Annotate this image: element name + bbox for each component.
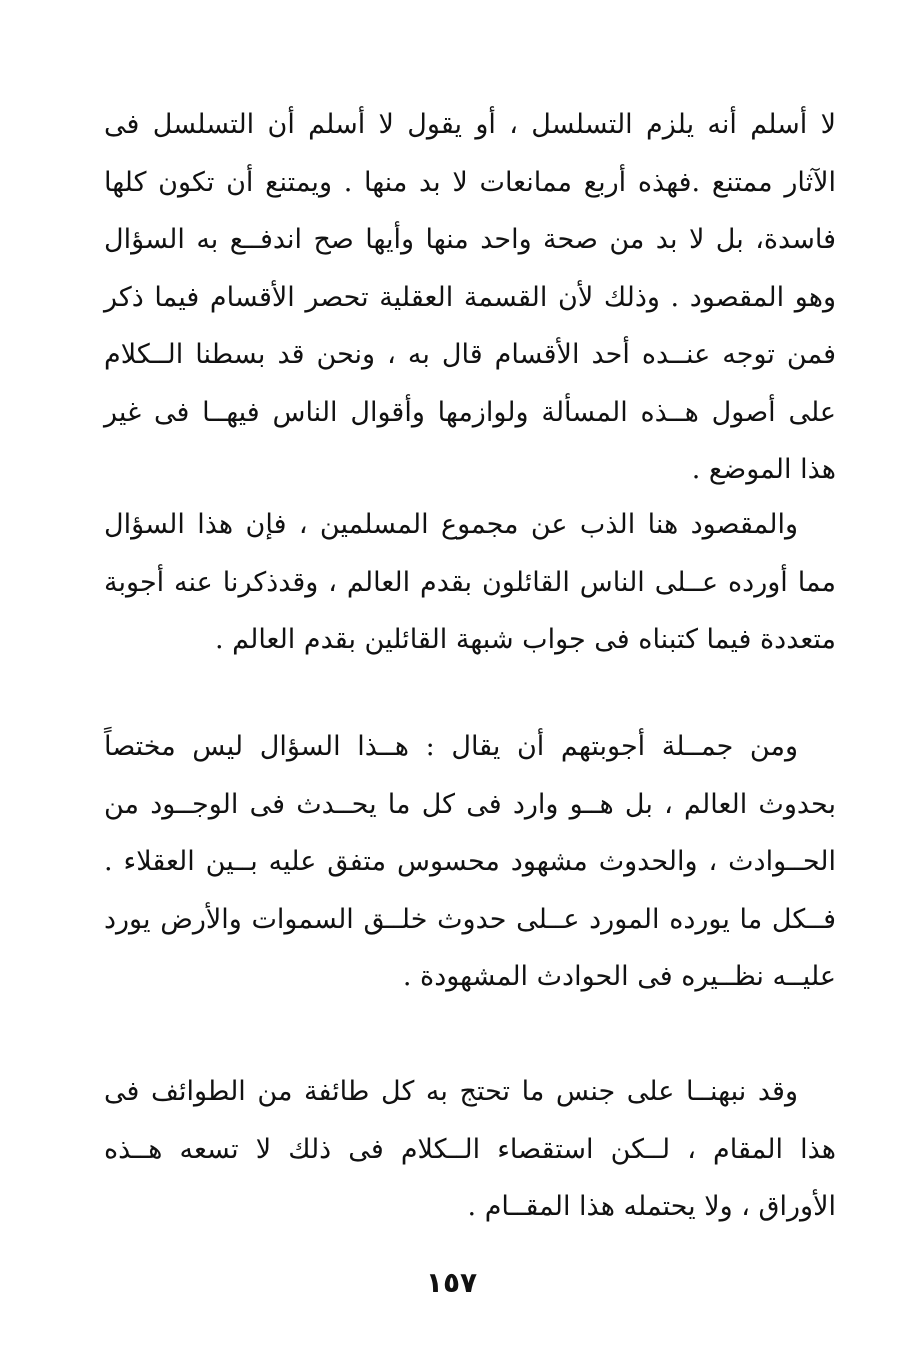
paragraph-3: [104, 718, 836, 1006]
paragraph-1: [104, 96, 836, 499]
paragraph-4: [104, 1063, 836, 1236]
paragraph-1-text: لا أسلم أنه يلزم التسلسل ، أو يقول لا أسلم أن التسلسل فى الآثار ممتنع .فهذه أربع ممانعات لا بد منها . ويمتنع أن تكون كلها فاسدة، بل لا بد من صحة واحد منها وأيها صح اندفــع به السؤال وهو المقصود . وذلك لأن القسمة العقلية تحصر الأقسام فيما ذكر فمن توجه عنــده أحد الأقسام قال به ، ونحن قد بسطنا الــكلام على أصول هــذه المسألة ولوازمها وأقوال الناس فيهــا فى غير هذا الموضع .: [104, 109, 836, 485]
page-number: ١٥٧: [425, 1266, 478, 1299]
paragraph-2: [104, 496, 836, 669]
paragraph-2-text: والمقصود هنا الذب عن مجموع المسلمين ، فإن هذا السؤال مما أورده عــلى الناس القائلون بقدم العالم ، وقدذكرنا عنه أجوبة متعددة فيما كتبناه فى جواب شبهة القائلين بقدم العالم .: [104, 509, 836, 655]
paragraph-3-text: ومن جمــلة أجوبتهم أن يقال : هــذا السؤال ليس مختصاً بحدوث العالم ، بل هــو وارد فى كل ما يحــدث فى الوجــود من الحــوادث ، والحدوث مشهود محسوس متفق عليه بــين العقلاء . فــكل ما يورده المورد عــلى حدوث خلــق السموات والأرض يورد عليــه نظــيره فى الحوادث المشهودة .: [104, 731, 836, 992]
paragraph-4-text: وقد نبهنــا على جنس ما تحتج به كل طائفة من الطوائف فى هذا المقام ، لــكن استقصاء الــكلام فى ذلك لا تسعه هــذه الأوراق ، ولا يحتمله هذا المقــام .: [104, 1076, 836, 1222]
